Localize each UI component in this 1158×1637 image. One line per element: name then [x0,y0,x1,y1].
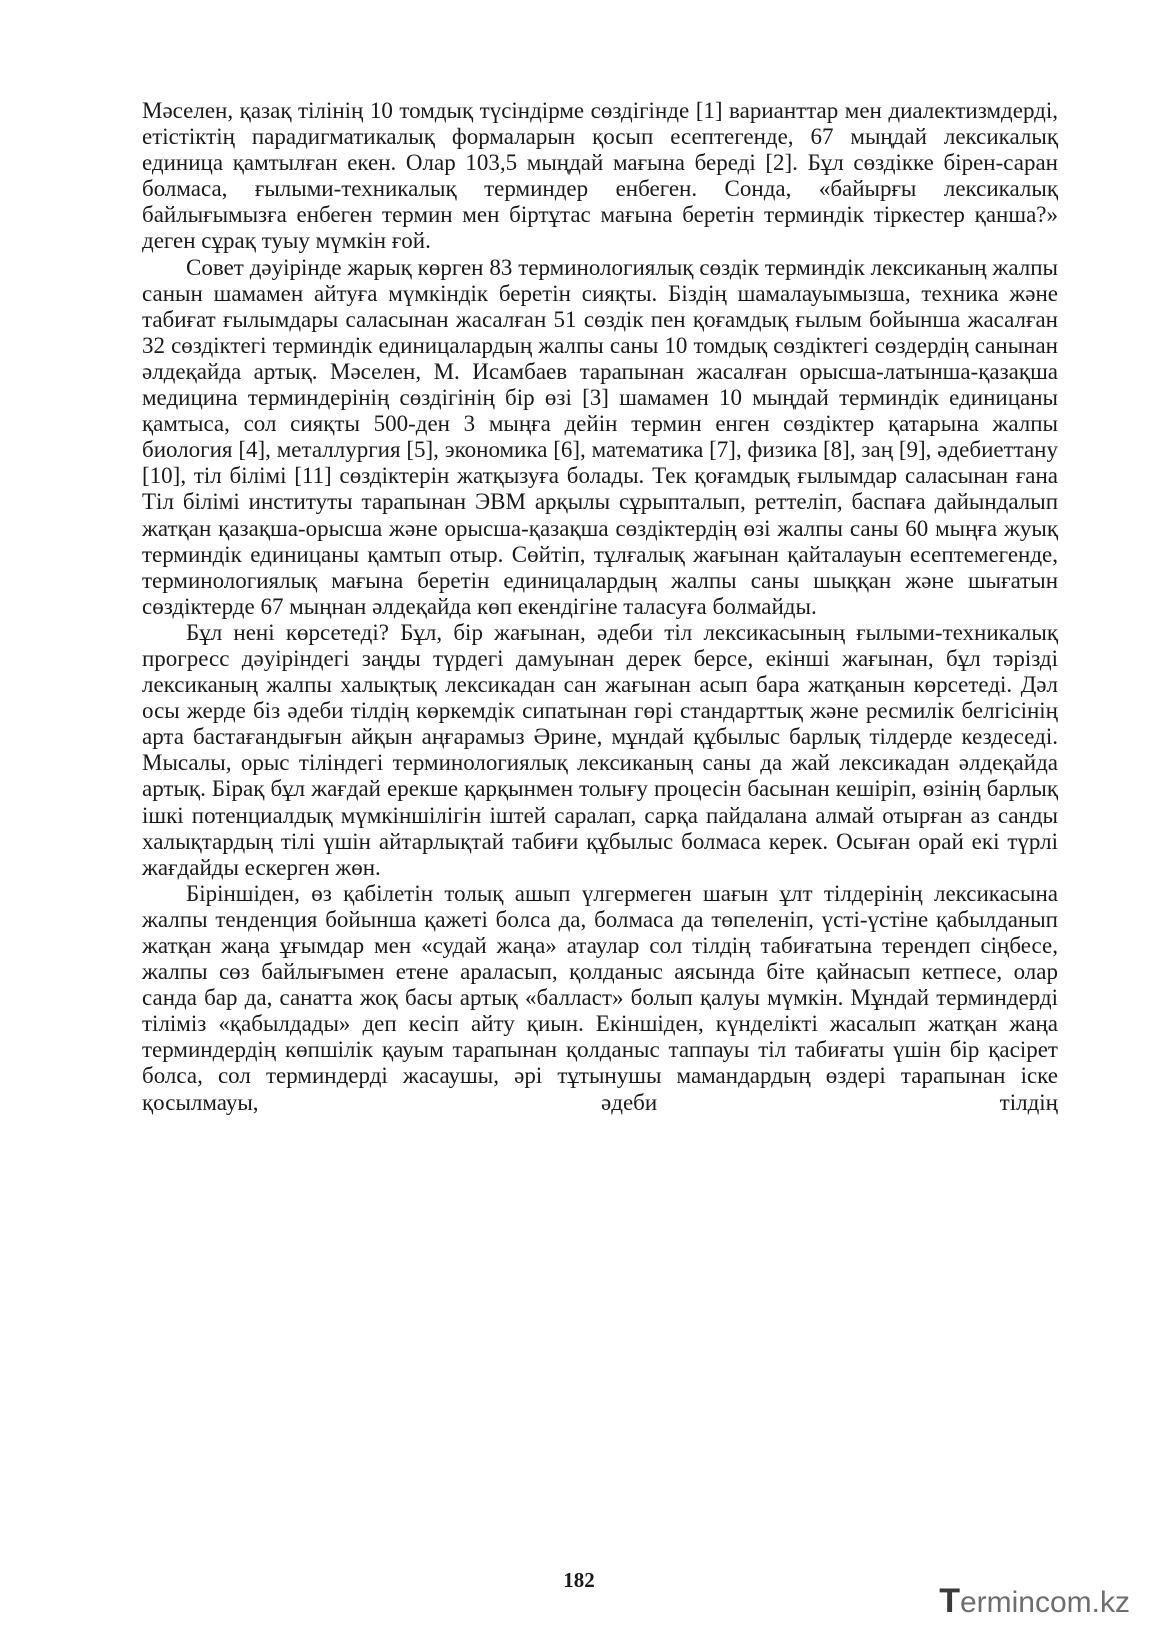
watermark-prefix: T [939,1582,960,1620]
watermark-text: ermincom.kz [959,1586,1130,1619]
document-page [142,98,1058,1116]
paragraph-2: Совет дәуірінде жарық көрген 83 терминологиялық сөздік терминдік лексиканың жалпы санын шамамен айтуға мүмкіндік беретін сияқты. Біздің шамалауымызша, техника және табиғат ғылымдары саласынан жасалған 51 сөздік пен қоғамдық ғылым бойынша жасалған 32 сөздіктегі терминдік единицалардың жалпы саны 10 томдық сөздіктегі сөздердің санынан әлдеқайда артық. Мәселен, М. Исамбаев тарапынан жасалған орысша-латынша-қазақша медицина терминдерінің сөздігінің бір өзі [3] шамамен 10 мыңдай терминдік единицаны қамтыса, сол сияқты 500-ден 3 мыңға дейін термин енген сөздіктер қатарына жалпы биология [4], металлургия [5], экономика [6], математика [7], физика [8], заң [9], әдебиеттану [10], тіл білімі [11] сөздіктерін жатқызуға болады. Тек қоғамдық ғылымдар саласынан ғана Тіл білімі институты тарапынан ЭВМ арқылы сұрыпталып, реттеліп, баспаға дайындалып жатқан қазақша-орысша және орысша-қазақша сөздіктердің өзі жалпы саны 60 мыңға жуық терминдік единицаны қамтып отыр. Сөйтіп, тұлғалық жағынан қайталауын есептемегенде, терминологиялық мағына беретін единицалардың жалпы саны шыққан және шығатын сөздіктерде 67 мыңнан әлдеқайда көп екендігіне таласуға болмайды. [142,254,1058,619]
paragraph-4: Біріншіден, өз қабілетін толық ашып үлгермеген шағын ұлт тілдерінің лексикасына жалпы тенденция бойынша қажеті болса да, болмаса да төпеленіп, үсті-үстіне қабылданып жатқан жаңа ұғымдар мен «судай жаңа» атаулар сол тілдің табиғатына терендеп сіңбесе, жалпы сөз байлығымен етене араласып, қолданыс аясында біте қайнасып кетпесе, олар санда бар да, санатта жоқ басы артық «балласт» болып қалуы мүмкін. Мұндай терминдерді тіліміз «қабылдады» деп кесіп айту қиын. Екіншіден, күнделікті жасалып жатқан жаңа терминдердің көпшілік қауым тарапынан қолданыс таппауы тіл табиғаты үшін бір қасірет болса, сол терминдерді жасаушы, әрі тұтынушы мамандардың өздері тарапынан іске қосылмауы, әдеби тілдің [142,880,1058,1115]
paragraph-3: Бұл нені көрсетеді? Бұл, бір жағынан, әдеби тіл лексикасының ғылыми-техникалық прогресс дәуіріндегі заңды түрдегі дамуынан дерек берсе, екінші жағынан, бұл тәрізді лексиканың жалпы халықтық лексикадан сан жағынан асып бара жатқанын көрсетеді. Дәл осы жерде біз әдеби тілдің көркемдік сипатынан гөрі стандарттық және ресмилік белгісінің арта бастағандығын айқын аңғарамыз Әрине, мұндай құбылыс барлық тілдерде кездеседі. Мысалы, орыс тіліндегі терминологиялық лексиканың саны да жай лексикадан әлдеқайда артық. Бірақ бұл жағдай ерекше қарқынмен толығу процесін басынан кешіріп, өзінің барлық ішкі потенциалдық мүмкіншілігін іштей саралап, сарқа пайдалана алмай отырған аз санды халықтардың тілі үшін айтарлықтай табиғи құбылыс болмаса керек. Осыған орай екі түрлі жағдайды ескерген жөн. [142,619,1058,880]
paragraph-1: Мәселен, қазақ тілінің 10 томдық түсіндірме сөздігінде [1] варианттар мен диалектизмдерді, етістіктің парадигматикалық формаларын қосып есептегенде, 67 мыңдай лексикалық единица қамтылған екен. Олар 103,5 мыңдай мағына береді [2]. Бұл сөздікке бірен-саран болмаса, ғылыми-техникалық терминдер енбеген. Сонда, «байырғы лексикалық байлығымызға енбеген термин мен біртұтас мағына беретін терминдік тіркестер қанша?» деген сұрақ туыу мүмкін ғой. [142,98,1058,254]
watermark-logo [939,1582,1130,1621]
page-number: 182 [563,1568,595,1592]
